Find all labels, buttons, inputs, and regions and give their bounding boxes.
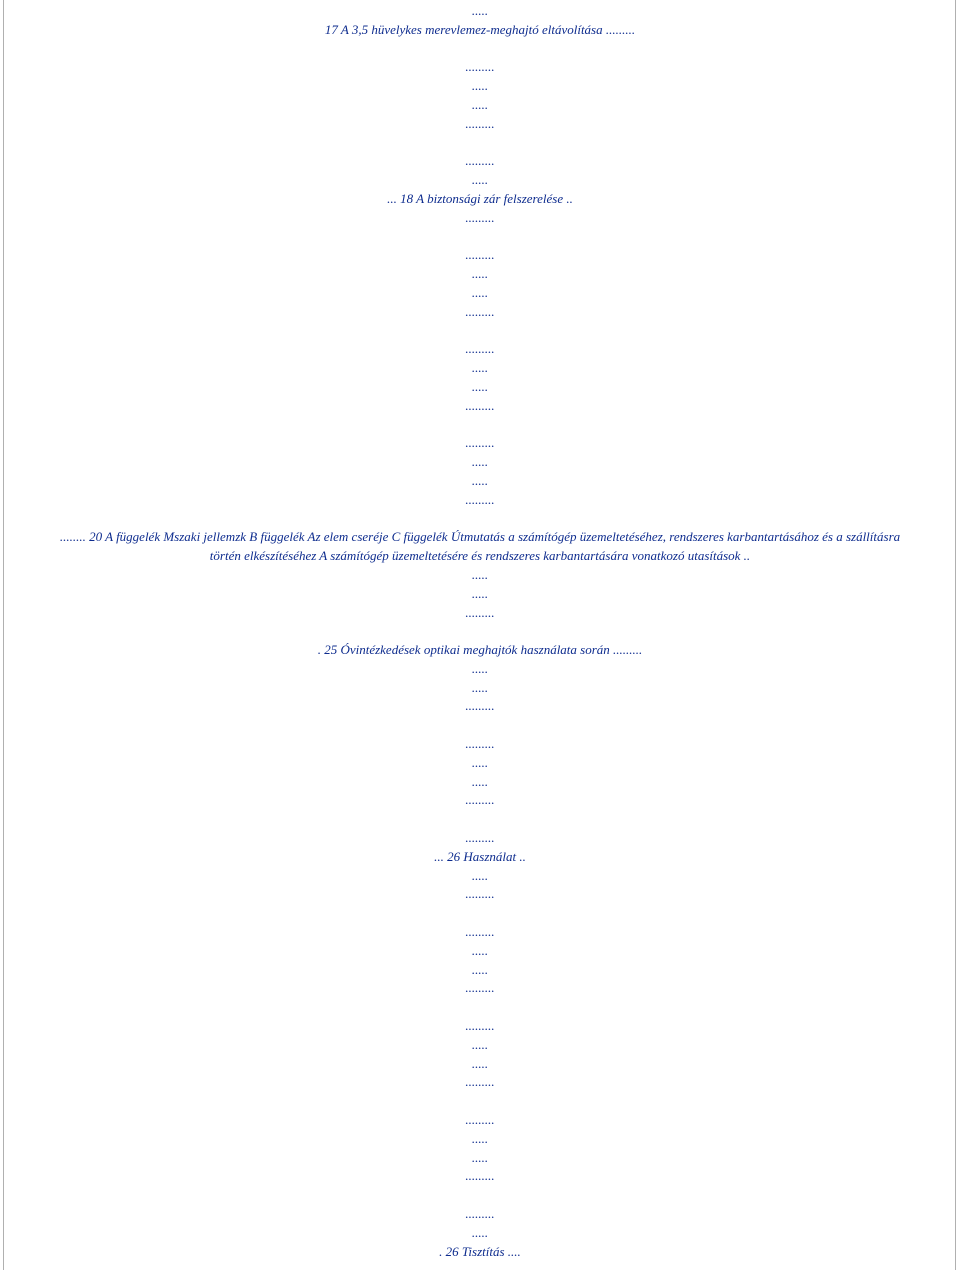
toc-leader: ..... <box>471 3 489 18</box>
toc-entry-26-cleaning[interactable]: . 26 Tisztítás .... <box>439 1243 521 1259</box>
toc-leader: ......... <box>465 303 495 319</box>
toc-leader: ......... <box>465 980 495 996</box>
toc-leader: ..... <box>471 585 489 601</box>
toc-leader: ......... <box>465 397 495 413</box>
toc-leader: ..... <box>471 660 489 676</box>
toc-leader: ..... <box>471 1055 489 1071</box>
toc-leader: ..... <box>471 1224 489 1240</box>
toc-leader: ......... <box>465 247 495 263</box>
toc-entry-20-appendices[interactable]: ........ 20 A függelék Mszaki jellemzk B függelék Az elem cseréje C függelék Útmutatás a számítógép üzemeltetéséhez, rendszeres karbantartásához és a szállításra történ elkészítéséhez A számítógép üzemeltetésére és rendszeres karbantartására vonatkozó utasítások .. <box>59 529 901 564</box>
toc-leader: ......... <box>465 886 495 902</box>
toc-leader: ......... <box>465 792 495 808</box>
toc-leader: ......... <box>465 1074 495 1090</box>
toc-leader: ..... <box>471 1036 489 1052</box>
toc-entry-18[interactable]: ... 18 A biztonsági zár felszerelése .. <box>387 190 573 206</box>
toc-leader: ......... <box>465 153 495 169</box>
toc-leader: ......... <box>465 209 495 225</box>
toc-leader: ..... <box>471 1130 489 1146</box>
toc-leader: ..... <box>471 754 489 770</box>
toc-leader: ..... <box>471 679 489 695</box>
toc-leader: ......... <box>465 435 495 451</box>
toc-leader: ..... <box>471 942 489 958</box>
toc-leader: ......... <box>465 491 495 507</box>
toc-leader: ..... <box>471 172 489 188</box>
toc-leader: ..... <box>471 566 489 582</box>
toc-leader: ..... <box>471 284 489 300</box>
toc-leader: ..... <box>471 266 489 282</box>
toc-leader: ......... <box>465 1018 495 1034</box>
toc-leader: ......... <box>465 341 495 357</box>
toc-leader: ..... <box>471 472 489 488</box>
toc-leader: ..... <box>471 378 489 394</box>
toc-leader: ......... <box>465 736 495 752</box>
toc-leader: ..... <box>471 454 489 470</box>
toc-leader: ..... <box>471 96 489 112</box>
toc-leader: ......... <box>465 1112 495 1128</box>
toc-leader: ..... <box>471 360 489 376</box>
toc-leader: ......... <box>465 604 495 620</box>
toc-leader: ......... <box>465 924 495 940</box>
toc-entry-17[interactable]: 17 A 3,5 hüvelykes merevlemez-meghajtó eltávolítása ......... <box>324 21 636 37</box>
toc-entry-25[interactable]: . 25 Óvintézkedések optikai meghajtók használata során ......... <box>317 642 643 658</box>
table-of-contents <box>0 2 960 1261</box>
toc-leader: ......... <box>465 830 495 846</box>
toc-leader: ......... <box>465 1168 495 1184</box>
toc-entry-26-use[interactable]: ... 26 Használat .. <box>434 848 526 864</box>
toc-leader: ..... <box>471 773 489 789</box>
toc-leader: ......... <box>465 1206 495 1221</box>
toc-leader: ......... <box>465 698 495 714</box>
toc-leader: ......... <box>465 59 495 75</box>
toc-leader: ..... <box>471 1149 489 1165</box>
toc-leader: ..... <box>471 78 489 94</box>
toc-leader: ......... <box>465 115 495 131</box>
toc-leader: ..... <box>471 961 489 977</box>
toc-leader: ..... <box>471 867 489 883</box>
